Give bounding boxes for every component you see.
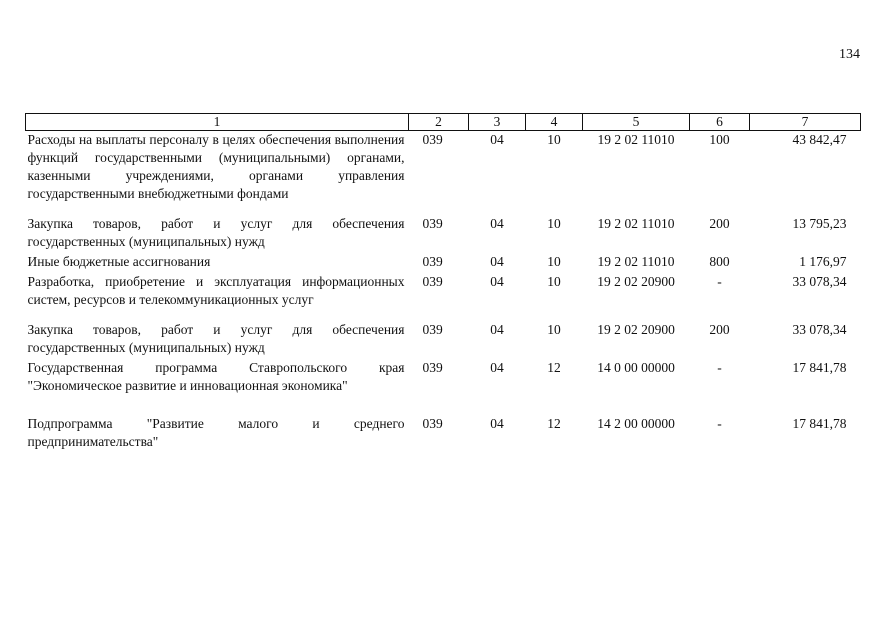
page-number: 134 xyxy=(839,47,860,62)
budget-table xyxy=(25,113,861,451)
subsection-code: 10 xyxy=(547,254,561,269)
section-code: 04 xyxy=(490,274,504,289)
table-row xyxy=(26,395,861,451)
amount: 17 841,78 xyxy=(792,360,847,375)
amount: 1 176,97 xyxy=(799,254,847,269)
column-header-3: 3 xyxy=(469,114,526,131)
table-row xyxy=(26,203,861,251)
expense-type-code: - xyxy=(717,416,722,431)
table-row xyxy=(26,357,861,395)
budget-table-container xyxy=(25,113,861,451)
table-row xyxy=(26,131,861,204)
expense-type-code: 200 xyxy=(709,322,730,337)
ministry-code: 039 xyxy=(422,254,443,269)
subsection-code: 12 xyxy=(547,360,561,375)
target-article-code: 19 2 02 20900 xyxy=(597,322,675,337)
amount: 33 078,34 xyxy=(792,322,847,337)
amount: 17 841,78 xyxy=(792,416,847,431)
subsection-code: 10 xyxy=(547,216,561,231)
table-row xyxy=(26,271,861,309)
ministry-code: 039 xyxy=(422,360,443,375)
expense-type-code: - xyxy=(717,274,722,289)
subsection-code: 10 xyxy=(547,322,561,337)
section-code: 04 xyxy=(490,216,504,231)
column-header-2: 2 xyxy=(409,114,469,131)
subsection-code: 10 xyxy=(547,274,561,289)
target-article-code: 19 2 02 11010 xyxy=(597,254,675,269)
ministry-code: 039 xyxy=(422,322,443,337)
target-article-code: 19 2 02 20900 xyxy=(597,274,675,289)
target-article-code: 19 2 02 11010 xyxy=(597,132,675,147)
amount: 43 842,47 xyxy=(792,132,847,147)
expense-name: Закупка товаров, работ и услуг для обеспечения государственных (муниципальных) нужд xyxy=(27,216,405,249)
amount: 33 078,34 xyxy=(792,274,847,289)
expense-name: Государственная программа Ставропольского края "Экономическое развитие и инновационная экономика" xyxy=(27,360,405,393)
expense-name: Расходы на выплаты персоналу в целях обеспечения выполнения функций государственными (муниципальными) органами, казенными учреждениями, органами управления государственными внебюджетными фондами xyxy=(27,132,405,201)
section-code: 04 xyxy=(490,416,504,431)
ministry-code: 039 xyxy=(422,416,443,431)
section-code: 04 xyxy=(490,360,504,375)
column-header-6: 6 xyxy=(690,114,750,131)
column-header-7: 7 xyxy=(750,114,861,131)
section-code: 04 xyxy=(490,322,504,337)
section-code: 04 xyxy=(490,254,504,269)
expense-type-code: 200 xyxy=(709,216,730,231)
expense-type-code: - xyxy=(717,360,722,375)
column-header-5: 5 xyxy=(583,114,690,131)
column-header-4: 4 xyxy=(526,114,583,131)
ministry-code: 039 xyxy=(422,274,443,289)
expense-type-code: 100 xyxy=(709,132,730,147)
expense-name: Иные бюджетные ассигнования xyxy=(27,254,211,269)
expense-name: Разработка, приобретение и эксплуатация информационных систем, ресурсов и телекоммуникационных услуг xyxy=(27,274,405,307)
subsection-code: 12 xyxy=(547,416,561,431)
ministry-code: 039 xyxy=(422,216,443,231)
target-article-code: 14 0 00 00000 xyxy=(597,360,675,375)
target-article-code: 19 2 02 11010 xyxy=(597,216,675,231)
amount: 13 795,23 xyxy=(792,216,847,231)
ministry-code: 039 xyxy=(422,132,443,147)
table-row xyxy=(26,251,861,271)
subsection-code: 10 xyxy=(547,132,561,147)
column-header-1: 1 xyxy=(26,114,409,131)
section-code: 04 xyxy=(490,132,504,147)
expense-type-code: 800 xyxy=(709,254,730,269)
target-article-code: 14 2 00 00000 xyxy=(597,416,675,431)
expense-name: Закупка товаров, работ и услуг для обеспечения государственных (муниципальных) нужд xyxy=(27,322,405,355)
table-row xyxy=(26,309,861,357)
table-header-row xyxy=(26,114,861,131)
expense-name: Подпрограмма "Развитие малого и среднего предпринимательства" xyxy=(27,416,405,449)
